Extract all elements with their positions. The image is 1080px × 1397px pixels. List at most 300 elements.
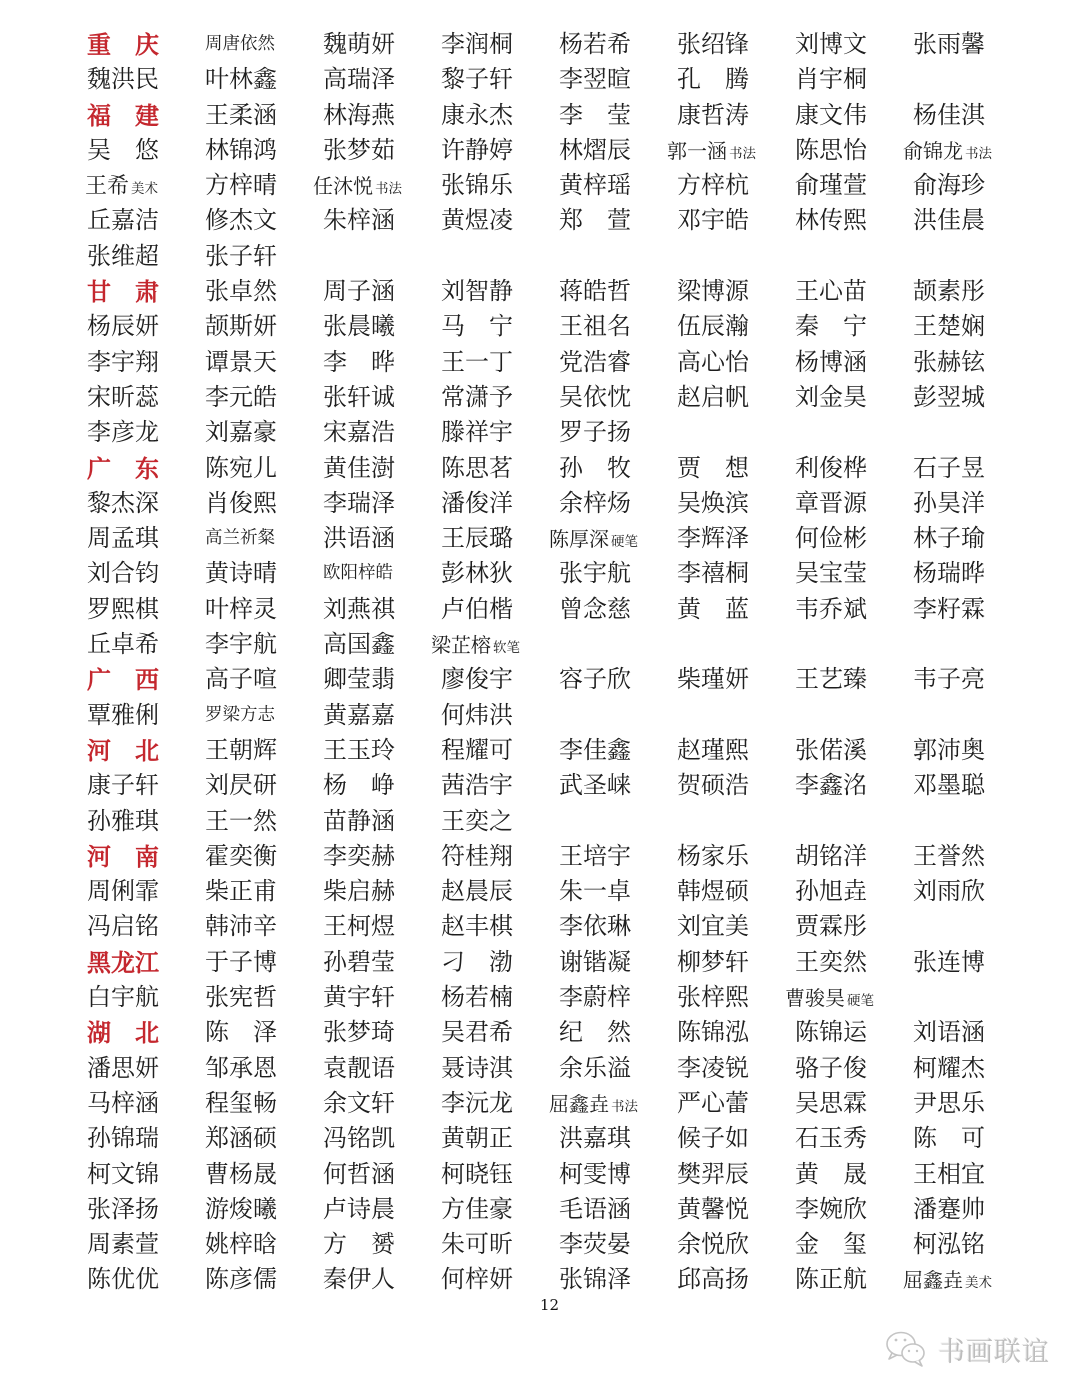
name-text: 程耀可 (441, 735, 513, 764)
participant-name (559, 1121, 677, 1156)
participant-name (323, 133, 441, 168)
name-text: 吴思霖 (795, 1088, 867, 1117)
name-text: 周子涵 (323, 277, 395, 306)
name-text: 张维超 (87, 241, 159, 270)
name-text: 李元皓 (205, 382, 277, 411)
name-text: 黄佳澍 (323, 453, 395, 482)
participant-name (323, 909, 441, 944)
participant-name (441, 804, 559, 839)
name-text: 张子轩 (205, 241, 277, 270)
category-note: 书法 (611, 1098, 638, 1115)
participant-name (323, 768, 441, 803)
participant-name (323, 309, 441, 344)
participant-name (205, 1157, 323, 1192)
participant-name (323, 1262, 441, 1297)
name-text: 武圣崃 (559, 771, 631, 800)
name-text: 方梓晴 (205, 171, 277, 200)
name-text: 康子轩 (87, 771, 159, 800)
participant-name (677, 1262, 795, 1297)
participant-name (205, 1051, 323, 1086)
name-text: 王一然 (205, 806, 277, 835)
participant-name (677, 1121, 795, 1156)
name-text: 陈思怡 (795, 135, 867, 164)
participant-name (559, 133, 677, 168)
participant-name (441, 1262, 559, 1297)
participant-name (441, 168, 559, 203)
name-text: 茜浩宇 (441, 771, 513, 800)
participant-name (677, 1157, 795, 1192)
participant-name (559, 909, 677, 944)
empty-cell (323, 239, 441, 274)
participant-name (323, 345, 441, 380)
name-text: 白宇航 (87, 983, 159, 1012)
participant-name (795, 945, 913, 980)
name-text: 周孟琪 (87, 524, 159, 553)
participant-name (205, 133, 323, 168)
name-text: 林传熙 (795, 206, 867, 235)
name-text: 李宇翔 (87, 347, 159, 376)
participant-name (677, 768, 795, 803)
participant-name (87, 415, 205, 450)
participant-name (913, 380, 1031, 415)
name-text: 刘语涵 (913, 1018, 985, 1047)
participant-name (441, 274, 559, 309)
participant-name (677, 592, 795, 627)
participant-name (795, 874, 913, 909)
participant-name (323, 627, 441, 662)
participant-name (87, 380, 205, 415)
name-text: 王奕然 (795, 947, 867, 976)
participant-name (87, 521, 205, 556)
participant-name (795, 451, 913, 486)
name-text: 韦乔斌 (795, 594, 867, 623)
participant-name (441, 945, 559, 980)
participant-name (441, 698, 559, 733)
empty-cell (795, 698, 913, 733)
participant-name (441, 486, 559, 521)
name-text: 秦 宁 (795, 312, 867, 341)
category-note: 硬笔 (611, 534, 638, 551)
participant-name (441, 1086, 559, 1121)
participant-name (205, 980, 323, 1015)
participant-name (87, 1227, 205, 1262)
participant-name (677, 380, 795, 415)
name-text: 彭林狄 (441, 559, 513, 588)
participant-name (323, 980, 441, 1015)
participant-name (785, 980, 913, 1015)
name-text: 朱一卓 (559, 877, 631, 906)
participant-name (323, 945, 441, 980)
participant-name (323, 804, 441, 839)
name-text: 李 莹 (559, 100, 631, 129)
name-text: 高心怡 (677, 347, 749, 376)
name-text: 方 赟 (323, 1230, 395, 1259)
province-label: 河 北 (87, 735, 159, 765)
name-text: 陈彦儒 (205, 1265, 277, 1294)
participant-name (441, 62, 559, 97)
name-text: 魏萌妍 (323, 30, 395, 58)
empty-cell (913, 698, 1031, 733)
participant-name (87, 1051, 205, 1086)
name-text: 石玉秀 (795, 1124, 867, 1153)
name-text: 孙雅琪 (87, 806, 159, 835)
name-text: 吴依忱 (559, 382, 631, 411)
participant-name (559, 380, 677, 415)
name-text: 柯文锦 (87, 1159, 159, 1188)
participant-name (87, 486, 205, 521)
name-text: 谭景天 (205, 347, 277, 376)
name-text: 黄嘉嘉 (323, 700, 395, 729)
name-text: 杨辰妍 (87, 312, 159, 341)
category-note: 书法 (965, 145, 992, 162)
participant-name (559, 203, 677, 238)
name-text: 梁芷榕 (431, 633, 491, 658)
empty-cell (559, 627, 677, 662)
name-text: 欧阳梓皓 (323, 563, 393, 584)
participant-name (913, 1121, 1031, 1156)
participant-name (559, 1192, 677, 1227)
participant-name (559, 556, 677, 591)
name-text: 黄朝正 (441, 1124, 513, 1153)
name-text: 杨若希 (559, 30, 631, 58)
name-text: 柯雯博 (559, 1159, 631, 1188)
participant-name (323, 1157, 441, 1192)
province-label: 黑龙江 (87, 947, 159, 977)
name-text: 王奕之 (441, 806, 513, 835)
name-text: 周唐依然 (205, 34, 275, 54)
name-text: 柯耀杰 (913, 1053, 985, 1082)
name-text: 俞锦龙 (903, 138, 963, 163)
participant-name (677, 62, 795, 97)
participant-name (87, 1262, 205, 1297)
empty-cell (913, 804, 1031, 839)
participant-name (323, 451, 441, 486)
participant-name (795, 1157, 913, 1192)
participant-name (677, 839, 795, 874)
name-text: 孔 腾 (677, 65, 749, 94)
name-text: 王楚娴 (913, 312, 985, 341)
empty-cell (559, 804, 677, 839)
name-text: 刘合钧 (87, 559, 159, 588)
participant-name (559, 1157, 677, 1192)
name-text: 余梓炀 (559, 488, 631, 517)
name-text: 马 宁 (441, 312, 513, 341)
wechat-icon (884, 1329, 930, 1369)
participant-name (913, 592, 1031, 627)
name-text: 王一丁 (441, 347, 513, 376)
name-text: 刘燕祺 (323, 594, 395, 623)
name-text: 贾 想 (677, 453, 749, 482)
participant-name (913, 1227, 1031, 1262)
participant-name (677, 662, 795, 697)
participant-name (795, 556, 913, 591)
name-text: 王誉然 (913, 841, 985, 870)
participant-name (441, 1227, 559, 1262)
participant-name (205, 380, 323, 415)
name-text: 颉斯妍 (205, 312, 277, 341)
name-text: 苗静涵 (323, 806, 395, 835)
participant-name (441, 768, 559, 803)
name-text: 刘雨欣 (913, 877, 985, 906)
name-text: 孙昊洋 (913, 488, 985, 517)
participant-name (441, 1051, 559, 1086)
name-text: 姚梓晗 (205, 1230, 277, 1259)
name-text: 宋昕蕊 (87, 382, 159, 411)
name-text: 罗梁方志 (205, 704, 275, 725)
participant-name (795, 203, 913, 238)
name-text: 高子喧 (205, 665, 277, 694)
name-text: 孙旭垚 (795, 877, 867, 906)
name-text: 张梦茹 (323, 135, 395, 164)
name-text: 李佳鑫 (559, 735, 631, 764)
name-text: 黄 蓝 (677, 594, 749, 623)
participant-name (205, 27, 323, 62)
empty-cell (677, 698, 795, 733)
name-text: 孙 牧 (559, 453, 631, 482)
participant-name (913, 27, 1031, 62)
participant-name (205, 909, 323, 944)
participant-name (441, 98, 559, 133)
name-text: 张宇航 (559, 559, 631, 588)
name-text: 罗子扬 (559, 418, 631, 447)
participant-name (441, 909, 559, 944)
name-text: 李 晔 (323, 347, 395, 376)
participant-name (677, 309, 795, 344)
name-text: 卢伯楷 (441, 594, 513, 623)
empty-cell (913, 627, 1031, 662)
participant-name (441, 451, 559, 486)
participant-name (323, 1192, 441, 1227)
participant-name (323, 27, 441, 62)
participant-name (559, 1051, 677, 1086)
name-text: 吴宝莹 (795, 559, 867, 588)
participant-name (87, 804, 205, 839)
empty-cell (913, 239, 1031, 274)
name-text: 党浩睿 (559, 347, 631, 376)
participant-name (441, 662, 559, 697)
name-text: 李翌暄 (559, 65, 631, 94)
name-text: 余悦欣 (677, 1230, 749, 1259)
name-text: 张宪哲 (205, 983, 277, 1012)
participant-name (205, 627, 323, 662)
participant-name (559, 309, 677, 344)
name-text: 谢锴凝 (559, 947, 631, 976)
participant-name (677, 1192, 795, 1227)
participant-name (559, 98, 677, 133)
name-text: 张晨曦 (323, 312, 395, 341)
participant-name (205, 239, 323, 274)
name-text: 杨佳淇 (913, 100, 985, 129)
participant-name (795, 768, 913, 803)
name-text: 张锦泽 (559, 1265, 631, 1294)
name-text: 韩煜硕 (677, 877, 749, 906)
participant-name (677, 980, 795, 1015)
participant-name (323, 839, 441, 874)
participant-name (87, 874, 205, 909)
participant-name (559, 662, 677, 697)
name-text: 柴正甫 (205, 877, 277, 906)
participant-name (795, 486, 913, 521)
name-text: 毛语涵 (559, 1194, 631, 1223)
participant-name (205, 203, 323, 238)
participant-name (677, 909, 795, 944)
name-text: 余文轩 (323, 1088, 395, 1117)
participant-name (205, 62, 323, 97)
participant-name (87, 1157, 205, 1192)
participant-name (87, 1121, 205, 1156)
name-text: 彭翌城 (913, 382, 985, 411)
participant-name (913, 98, 1031, 133)
name-text: 李瑞泽 (323, 488, 395, 517)
name-text: 王柯煜 (323, 912, 395, 941)
participant-name (323, 733, 441, 768)
participant-name (441, 27, 559, 62)
name-text: 柯晓钰 (441, 1159, 513, 1188)
participant-name (913, 168, 1031, 203)
participant-name (913, 768, 1031, 803)
name-text: 刘智静 (441, 277, 513, 306)
province-label: 广 西 (87, 665, 159, 695)
participant-name (559, 1262, 677, 1297)
participant-name (441, 980, 559, 1015)
participant-name (87, 239, 205, 274)
participant-name (795, 274, 913, 309)
province-label: 福 建 (87, 100, 159, 130)
participant-name (795, 1121, 913, 1156)
name-text: 章晋源 (795, 488, 867, 517)
name-text: 李辉泽 (677, 524, 749, 553)
participant-name (677, 1086, 795, 1121)
participant-name (559, 980, 677, 1015)
name-text: 康文伟 (795, 100, 867, 129)
name-text: 张雨馨 (913, 30, 985, 58)
name-text: 聂诗淇 (441, 1053, 513, 1082)
participant-name (87, 133, 205, 168)
name-text: 吴焕滨 (677, 488, 749, 517)
name-text: 孙碧莹 (323, 947, 395, 976)
participant-name (441, 1192, 559, 1227)
name-text: 陈锦泓 (677, 1018, 749, 1047)
name-text: 许静婷 (441, 135, 513, 164)
participant-name (323, 274, 441, 309)
participant-name (205, 415, 323, 450)
participant-name (913, 1015, 1031, 1050)
participant-name (795, 62, 913, 97)
participant-name (913, 1157, 1031, 1192)
name-text: 贺硕浩 (677, 771, 749, 800)
name-text: 王玉玲 (323, 735, 395, 764)
name-text: 丘嘉洁 (87, 206, 159, 235)
participant-name (87, 309, 205, 344)
participant-name (323, 98, 441, 133)
participant-name (87, 1086, 205, 1121)
participant-name (559, 768, 677, 803)
name-text: 李禧桐 (677, 559, 749, 588)
name-text: 李蔚梓 (559, 983, 631, 1012)
name-text: 杨若楠 (441, 983, 513, 1012)
name-text: 刘金昊 (795, 382, 867, 411)
participant-name (441, 415, 559, 450)
participant-name (205, 521, 323, 556)
participant-name (795, 380, 913, 415)
participant-name (795, 27, 913, 62)
participant-name (913, 203, 1031, 238)
participant-name (795, 98, 913, 133)
participant-name (441, 592, 559, 627)
name-text: 梁博源 (677, 277, 749, 306)
participant-name (441, 874, 559, 909)
name-text: 洪语涵 (323, 524, 395, 553)
name-text: 柴瑾妍 (677, 665, 749, 694)
participant-name (441, 556, 559, 591)
participant-name (441, 839, 559, 874)
name-text: 陈厚深 (549, 527, 609, 552)
name-text: 王培宇 (559, 841, 631, 870)
participant-name (323, 662, 441, 697)
participant-name (87, 62, 205, 97)
name-text: 林海燕 (323, 100, 395, 129)
name-text: 朱可昕 (441, 1230, 513, 1259)
participant-name (205, 309, 323, 344)
participant-name (205, 451, 323, 486)
participant-name (559, 168, 677, 203)
participant-name (87, 592, 205, 627)
participant-name (323, 521, 441, 556)
participant-name (313, 168, 441, 203)
participant-name (205, 1227, 323, 1262)
participant-name (205, 98, 323, 133)
name-text: 陈 泽 (205, 1018, 277, 1047)
name-text: 曹骏昊 (785, 986, 845, 1011)
name-text: 潘思妍 (87, 1053, 159, 1082)
name-text: 方佳豪 (441, 1194, 513, 1223)
name-text: 罗熙棋 (87, 594, 159, 623)
participant-name (677, 556, 795, 591)
empty-cell (677, 239, 795, 274)
name-text: 高兰祈粲 (205, 528, 275, 549)
empty-cell (913, 980, 1031, 1015)
participant-name (913, 945, 1031, 980)
name-text: 屈鑫垚 (903, 1268, 963, 1293)
participant-name (323, 1015, 441, 1050)
participant-name (87, 627, 205, 662)
participant-name (795, 1192, 913, 1227)
participant-name (549, 521, 677, 556)
participant-name (85, 168, 205, 203)
participant-name (677, 945, 795, 980)
name-text: 刁 渤 (441, 947, 513, 976)
participant-name (559, 839, 677, 874)
participant-name (87, 345, 205, 380)
participant-name (795, 133, 913, 168)
category-note: 美术 (965, 1275, 992, 1292)
participant-name (913, 451, 1031, 486)
empty-cell (913, 415, 1031, 450)
name-text: 郭一涵 (667, 138, 727, 163)
empty-cell (795, 415, 913, 450)
watermark-text: 书画联谊 (938, 1336, 1050, 1368)
name-text: 林子瑜 (913, 524, 985, 553)
name-text: 杨瑞晔 (913, 559, 985, 588)
name-text: 林锦鸿 (205, 135, 277, 164)
participant-name (205, 1192, 323, 1227)
name-text: 程玺畅 (205, 1088, 277, 1117)
name-text: 赵启帆 (677, 382, 749, 411)
empty-cell (559, 239, 677, 274)
category-note: 硬笔 (847, 993, 874, 1010)
participant-name (87, 203, 205, 238)
name-text: 俞瑾萱 (795, 171, 867, 200)
